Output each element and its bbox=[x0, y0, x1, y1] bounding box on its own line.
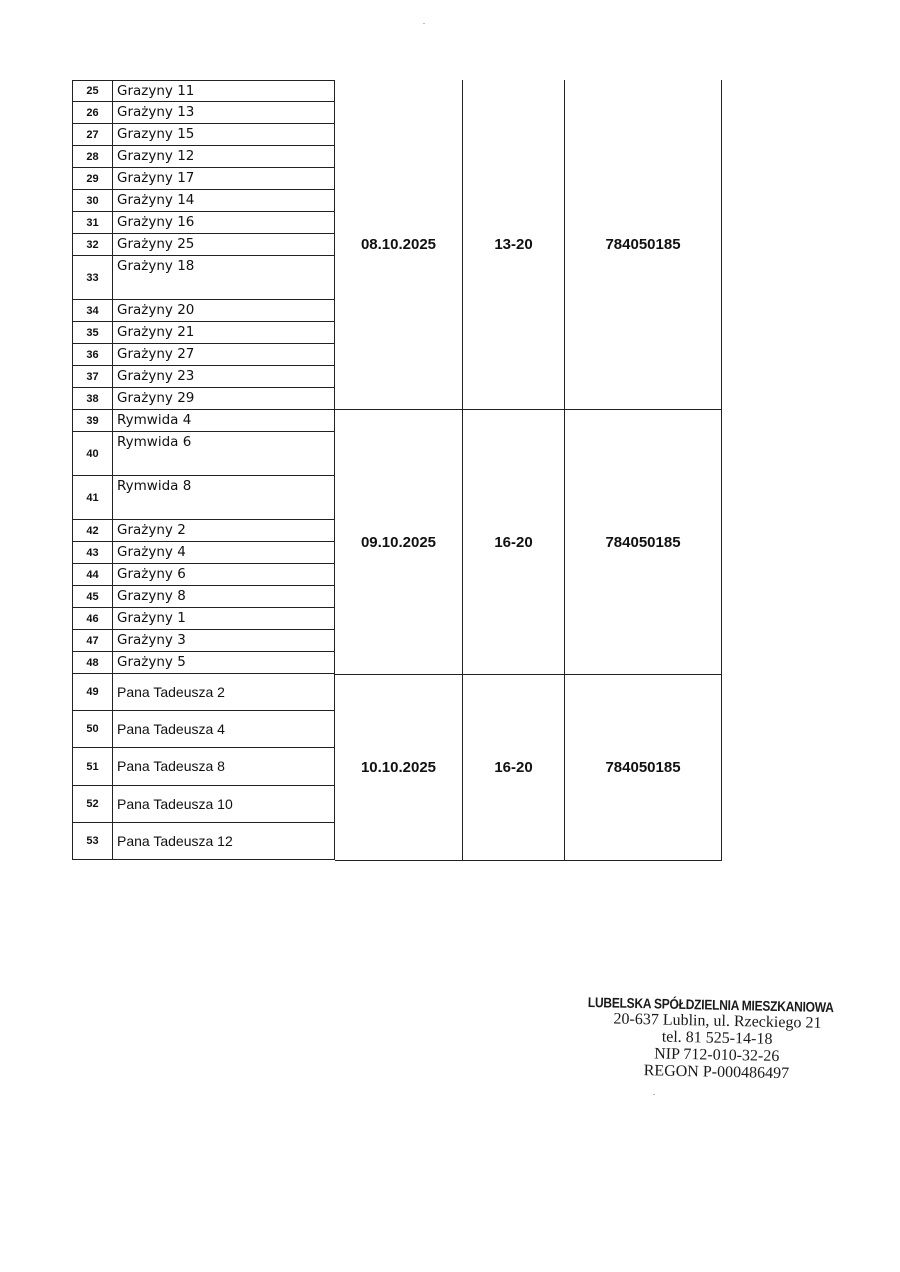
row-number: 45 bbox=[73, 586, 113, 607]
table-row bbox=[72, 344, 335, 366]
row-number: 48 bbox=[73, 652, 113, 673]
row-number: 25 bbox=[73, 81, 113, 101]
table-row bbox=[72, 80, 335, 102]
row-address: Grażyny 6 bbox=[117, 566, 186, 582]
stamp-address: 20-637 Lublin, ul. Rzeckiego 21 bbox=[613, 1010, 822, 1032]
date-cell: 10.10.2025 bbox=[335, 675, 463, 861]
row-address: Grażyny 18 bbox=[117, 258, 195, 274]
row-number: 37 bbox=[73, 366, 113, 387]
table-row bbox=[72, 190, 335, 212]
row-address: Grazyny 15 bbox=[117, 126, 195, 142]
row-address: Pana Tadeusza 8 bbox=[117, 758, 225, 774]
row-number: 36 bbox=[73, 344, 113, 365]
stamp-regon: REGON P-000486497 bbox=[643, 1062, 790, 1083]
schedule-group-2 bbox=[335, 410, 722, 675]
table-row bbox=[72, 608, 335, 630]
row-number: 32 bbox=[73, 234, 113, 255]
row-address: Grażyny 1 bbox=[117, 610, 186, 626]
table-row bbox=[72, 366, 335, 388]
row-address: Grażyny 2 bbox=[117, 522, 186, 538]
row-number: 51 bbox=[73, 748, 113, 785]
row-number: 26 bbox=[73, 102, 113, 123]
table-row bbox=[72, 711, 335, 748]
row-number: 27 bbox=[73, 124, 113, 145]
table-row bbox=[72, 388, 335, 410]
scan-speck bbox=[653, 1094, 655, 1095]
row-address: Grażyny 21 bbox=[117, 324, 195, 340]
row-number: 29 bbox=[73, 168, 113, 189]
row-number: 31 bbox=[73, 212, 113, 233]
table-row bbox=[72, 234, 335, 256]
row-number: 33 bbox=[73, 256, 113, 299]
row-number: 52 bbox=[73, 786, 113, 822]
row-address: Grażyny 5 bbox=[117, 654, 186, 670]
date-cell: 09.10.2025 bbox=[335, 410, 463, 675]
phone-cell: 784050185 bbox=[565, 410, 722, 675]
row-address: Pana Tadeusza 2 bbox=[117, 683, 225, 700]
table-row bbox=[72, 410, 335, 432]
table-row bbox=[72, 786, 335, 823]
row-address: Pana Tadeusza 10 bbox=[117, 795, 233, 812]
table-row bbox=[72, 520, 335, 542]
table-row bbox=[72, 542, 335, 564]
row-address: Rymwida 4 bbox=[117, 412, 192, 428]
row-number: 28 bbox=[73, 146, 113, 167]
row-number: 50 bbox=[73, 711, 113, 747]
table-row bbox=[72, 748, 335, 786]
row-number: 34 bbox=[73, 300, 113, 321]
row-number: 30 bbox=[73, 190, 113, 211]
row-number: 47 bbox=[73, 630, 113, 651]
row-number: 35 bbox=[73, 322, 113, 343]
row-number: 40 bbox=[73, 432, 113, 475]
organization-stamp bbox=[586, 994, 848, 1083]
table-row bbox=[72, 652, 335, 674]
table-row bbox=[72, 823, 335, 860]
row-address: Grażyny 3 bbox=[117, 632, 186, 648]
table-row bbox=[72, 146, 335, 168]
row-address: Grażyny 20 bbox=[117, 302, 195, 318]
table-row bbox=[72, 432, 335, 476]
row-address: Grażyny 16 bbox=[117, 214, 195, 230]
row-address: Grażyny 29 bbox=[117, 390, 195, 406]
table-row bbox=[72, 586, 335, 608]
row-number: 46 bbox=[73, 608, 113, 629]
schedule-table bbox=[72, 80, 335, 860]
table-row bbox=[72, 630, 335, 652]
table-row bbox=[72, 256, 335, 300]
row-address: Grażyny 14 bbox=[117, 192, 195, 208]
row-number: 41 bbox=[73, 476, 113, 519]
row-number: 42 bbox=[73, 520, 113, 541]
table-row bbox=[72, 102, 335, 124]
stamp-organization: LUBELSKA SPÓŁDZIELNIA MIESZKANIOWA bbox=[587, 994, 834, 1016]
row-address: Rymwida 6 bbox=[117, 434, 192, 450]
schedule-group-1 bbox=[335, 80, 722, 410]
row-address: Grażyny 4 bbox=[117, 544, 186, 560]
row-number: 39 bbox=[73, 410, 113, 431]
row-address: Rymwida 8 bbox=[117, 478, 192, 494]
table-row bbox=[72, 300, 335, 322]
row-address: Pana Tadeusza 12 bbox=[117, 832, 233, 849]
table-row bbox=[72, 674, 335, 711]
row-number: 43 bbox=[73, 542, 113, 563]
table-row bbox=[72, 212, 335, 234]
row-number: 49 bbox=[73, 674, 113, 710]
stamp-phone: tel. 81 525-14-18 bbox=[661, 1028, 773, 1048]
row-address: Pana Tadeusza 4 bbox=[117, 720, 225, 737]
row-address: Grażyny 13 bbox=[117, 104, 195, 120]
scan-speck bbox=[423, 23, 425, 24]
row-address: Grazyny 12 bbox=[117, 148, 195, 164]
row-address: Grazyny 11 bbox=[117, 83, 195, 99]
row-address: Grażyny 17 bbox=[117, 170, 195, 186]
table-row bbox=[72, 168, 335, 190]
hours-cell: 16-20 bbox=[463, 410, 565, 675]
date-cell: 08.10.2025 bbox=[335, 80, 463, 410]
table-row bbox=[72, 124, 335, 146]
table-row bbox=[72, 322, 335, 344]
row-address: Grazyny 8 bbox=[117, 588, 186, 604]
hours-cell: 13-20 bbox=[463, 80, 565, 410]
schedule-group-3 bbox=[335, 675, 722, 861]
row-address: Grażyny 23 bbox=[117, 368, 195, 384]
row-number: 53 bbox=[73, 823, 113, 859]
phone-cell: 784050185 bbox=[565, 675, 722, 861]
row-number: 38 bbox=[73, 388, 113, 409]
row-number: 44 bbox=[73, 564, 113, 585]
hours-cell: 16-20 bbox=[463, 675, 565, 861]
row-address: Grażyny 27 bbox=[117, 346, 195, 362]
table-row bbox=[72, 476, 335, 520]
phone-cell: 784050185 bbox=[565, 80, 722, 410]
row-address: Grażyny 25 bbox=[117, 236, 195, 252]
table-row bbox=[72, 564, 335, 586]
stamp-nip: NIP 712-010-32-26 bbox=[653, 1045, 780, 1066]
